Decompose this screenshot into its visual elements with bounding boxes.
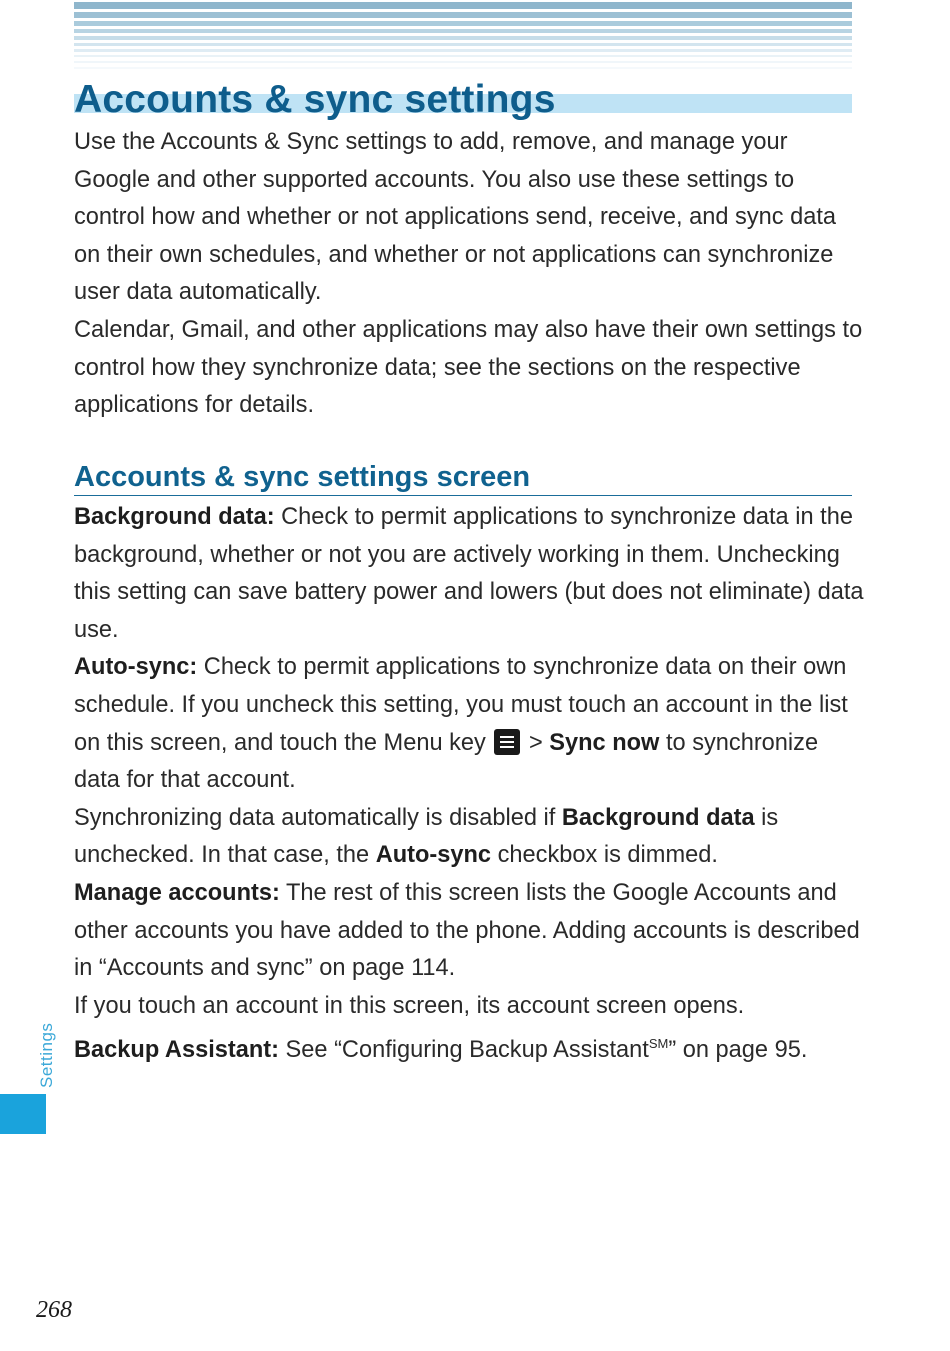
settings-details (74, 499, 864, 1070)
auto-sync-text: Check to permit applications to synchronize data on their own schedule. If you uncheck this setting, you must touch an account in the list on this screen, and touch the Menu key (74, 654, 848, 756)
page-number: 268 (36, 1297, 72, 1323)
auto-sync-arrow: > (522, 729, 550, 756)
touch-account-note: If you touch an account in this screen, its account screen opens. (74, 992, 745, 1019)
note-bold-auto-sync: Auto-sync (375, 842, 492, 869)
section-tab-label: Settings (37, 1022, 56, 1088)
menu-key-icon (494, 729, 520, 755)
backup-assistant-text-2: ” on page 95. (668, 1037, 808, 1064)
auto-sync-term: Auto-sync: (74, 654, 198, 681)
header-stripes (74, 0, 852, 76)
sync-now-label: Sync now (549, 729, 660, 756)
note-text-3: checkbox is dimmed. (491, 842, 718, 869)
note-bold-background-data: Background data (561, 804, 755, 831)
backup-assistant-term: Backup Assistant: (74, 1037, 279, 1064)
page-title: Accounts & sync settings (74, 78, 556, 121)
intro-text (74, 124, 864, 425)
section-heading: Accounts & sync settings screen (74, 459, 852, 496)
note-text-2: is unchecked. In that case, the (74, 804, 779, 869)
auto-sync-text-end: to synchronize data for that account. (74, 729, 819, 794)
manage-accounts-description (74, 875, 864, 988)
auto-sync-note (74, 800, 864, 875)
note-text-1: Synchronizing data automatically is disabled if (74, 804, 562, 831)
background-data-term: Background data: (74, 504, 275, 530)
intro-paragraph-1: Use the Accounts & Sync settings to add, remove, and manage your Google and other supported accounts. You also use these settings to control how and whether or not applications send, receive, and sync data on their own schedules, and whether or not applications can synchronize user data automatically. (74, 129, 837, 306)
manage-accounts-term: Manage accounts: (74, 879, 280, 906)
background-data-text: Check to permit applications to synchronize data in the background, whether or not you are actively working in them. Unchecking this setting can save battery power and lowers (but does not eliminate) data use. (74, 504, 864, 643)
background-data-description (74, 499, 864, 649)
backup-assistant-text-1: See “Configuring Backup Assistant (278, 1037, 649, 1064)
backup-assistant-description (74, 1025, 864, 1069)
intro-paragraph-2: Calendar, Gmail, and other applications may also have their own settings to control how they synchronize data; see the sections on the respective applications for details. (74, 316, 863, 419)
manage-accounts-text: The rest of this screen lists the Google Accounts and other accounts you have added to the phone. Adding accounts is described in “Accounts and sync” on page 114. (74, 879, 860, 982)
section-tab-marker (0, 1094, 46, 1134)
auto-sync-description (74, 649, 864, 799)
service-mark: SM (648, 1036, 669, 1052)
